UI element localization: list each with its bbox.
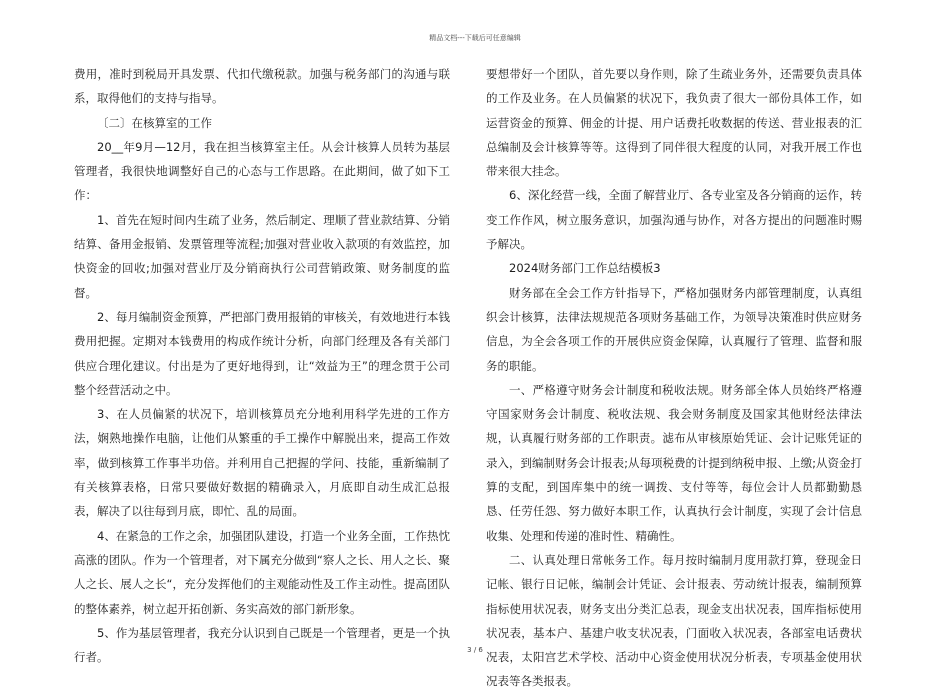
paragraph-continuation: 费用，准时到税局开具发票、代扣代缴税款。加强与税务部门的沟通与联系，取得他们的支持与指导。 (74, 67, 450, 106)
paragraph: 一、严格遵守财务会计制度和税收法规。财务部全体人员始终严格遵守国家财务会计制度、税收法规、我会财务制度及国家其他财经法律法规，认真履行财务部的工作职责。滤布从审核原始凭证、会计记账凭证的录入，到编制财务会计报表;从每项税费的计提到纳税申报、上缴;从资金打算的支配，到国库集中的统一调拨、支付等等，每位会计人员都勤勤恳恳、任劳任怨、努力做好本职工作，认真执行会计制度，实现了会计信息收集、处理和传递的准时性、精确性。 (486, 382, 862, 543)
paragraph: 3、在人员偏紧的状况下，培训核算员充分地利用科学先进的工作方法，娴熟地操作电脑，让他们从繁重的手工操作中解脱出来，提高工作效率，做到核算工作事半功倍。并利用自己把握的学问、技能，重新编制了有关核算表格，日常只要做好数据的精确录入，月底即自动生成汇总报表，解决了以往每到月底，即忙、乱的局面。 (74, 407, 450, 519)
paragraph-continuation: 要想带好一个团队，首先要以身作则，除了生疏业务外，还需要负责具体的工作及业务。在人员偏紧的状况下，我负责了很大一部份具体工作，如运营资金的预算、佣金的计提、用户话费托收数据的传送、营业报表的汇总编制及会计核算等等。这得到了同伴很大程度的认同，对我开展工作也带来很大挂念。 (486, 67, 862, 179)
left-column (74, 62, 450, 669)
paragraph: 财务部在全会工作方针指导下，严格加强财务内部管理制度，认真组织会计核算，法律法规规范各项财务基础工作，为领导决策准时供应财务信息，为全会各项工作的开展供应资金保障，认真履行了管理、监督和服务的职能。 (486, 285, 862, 373)
paragraph: 二、认真处理日常帐务工作。每月按时编制月度用款打算，登现金日记帐、银行日记帐，编制会计凭证、会计报表、劳动统计报表，编制预算指标使用状况表，财务支出分类汇总表，现金支出状况表，国库指标使用状况表，基本户、基建户收支状况表，门面收入状况表，各部室电话费状况表，太阳宫艺术学校、活动中心资金使用状况分析表，专项基金使用状况表等各类报表。 (486, 552, 862, 689)
paragraph: 5、作为基层管理者，我充分认识到自己既是一个管理者，更是一个执行者。 (74, 625, 450, 665)
section-title: 2024财务部门工作总结模板3 (509, 261, 661, 276)
paragraph: 20__年9月—12月，我在担当核算室主任。从会计核算人员转为基层管理者，我很快地调整好自己的心态与工作思路。在此期间，做了如下工作： (74, 139, 450, 203)
paragraph: 4、在紧急的工作之余，加强团队建设，打造一个业务全面，工作热忱高涨的团队。作为一个管理者，对下属充分做到“察人之长、用人之长、聚人之长、展人之长“，充分发挥他们的主观能动性及工作主动性。提高团队的整体素养，树立起开拓创新、务实高效的部门新形象。 (74, 528, 450, 616)
paragraph: 1、首先在短时间内生疏了业务，然后制定、理顺了营业款结算、分销结算、备用金报销、发票管理等流程;加强对营业收入款项的有效监控，加快资金的回收;加强对营业厅及分销商执行公司营销政策、财务制度的监督。 (74, 212, 450, 300)
right-column (486, 62, 862, 694)
page-header: 精品文档---下载后可任意编辑 (429, 34, 521, 42)
section-heading: 〔二〕在核算室的工作 (97, 115, 212, 130)
page-number: 3 / 6 (467, 646, 483, 654)
paragraph: 6、深化经营一线，全面了解营业厅、各专业室及各分销商的运作，转变工作作风，树立服务意识，加强沟通与协作，对各方提出的问题准时赐予解决。 (486, 188, 862, 252)
paragraph: 2、每月编制资金预算，严把部门费用报销的审核关，有效地进行本钱费用把握。定期对本钱费用的构成作统计分析，向部门经理及各有关部门供应合理化建议。付出是为了更好地得到，让“效益为王”的理念贯于公司整个经营活动之中。 (74, 309, 450, 397)
